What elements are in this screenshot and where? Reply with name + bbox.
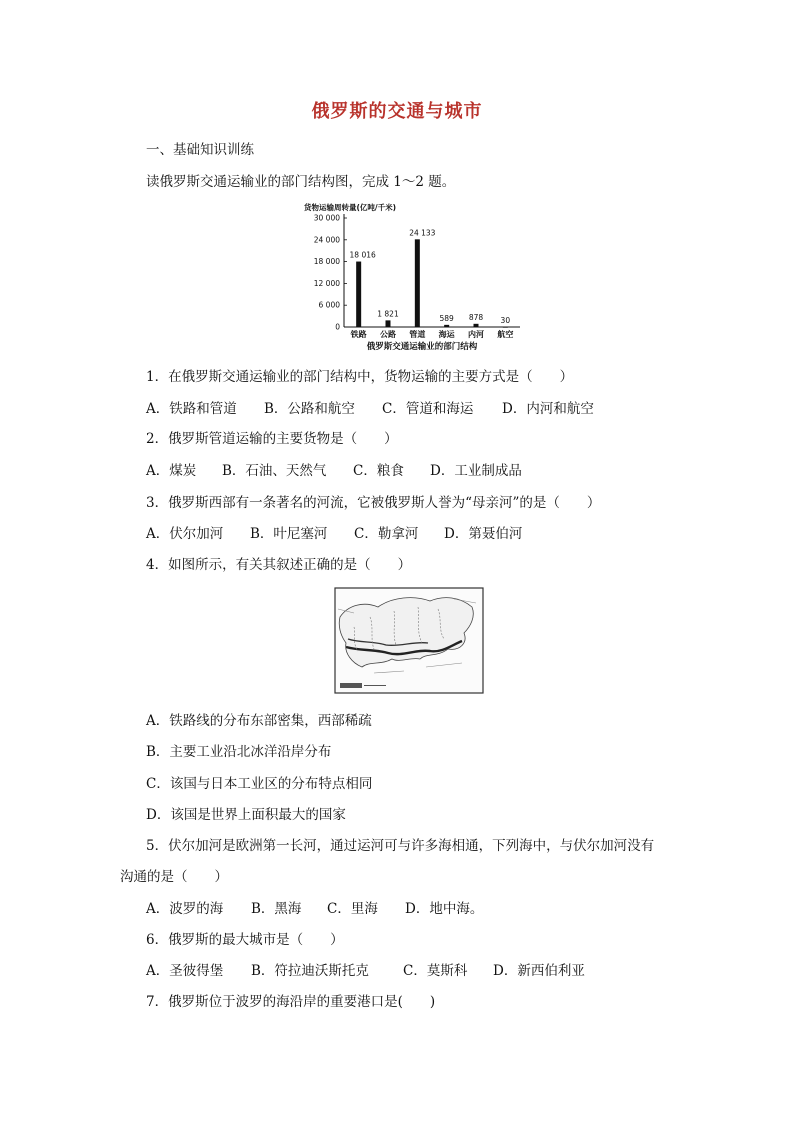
question-6-option-c: C．莫斯科	[403, 963, 468, 979]
russia-map	[334, 587, 484, 694]
transport-bar-chart	[300, 200, 525, 358]
question-5-option-d: D．地中海。	[405, 901, 484, 917]
bar-3	[415, 239, 420, 327]
x-tick-label: 海运	[438, 330, 455, 339]
question-1-option-d: D．内河和航空	[502, 401, 594, 417]
bar-4	[444, 325, 449, 327]
question-3-option-a: A．伏尔加河	[146, 526, 224, 542]
question-2-option-c: C．粮食	[353, 463, 404, 479]
question-3-option-c: C．勒拿河	[354, 526, 419, 542]
y-tick-label: 0	[335, 322, 340, 332]
bar-value-label: 589	[439, 313, 454, 323]
question-5-options	[146, 900, 483, 918]
question-4-option-b: B．主要工业沿北冰洋沿岸分布	[146, 744, 332, 760]
bar-1	[356, 262, 361, 327]
bar-5	[474, 324, 479, 327]
question-5-option-b: B．黑海	[251, 901, 302, 917]
x-tick-label: 公路	[380, 330, 396, 339]
question-2-options	[146, 462, 522, 480]
x-tick-label: 内河	[468, 330, 484, 339]
question-6-option-a: A．圣彼得堡	[146, 963, 224, 979]
question-2-option-b: B．石油、天然气	[222, 463, 327, 479]
question-1-options	[146, 400, 594, 418]
question-5-option-a: A．波罗的海	[146, 901, 224, 917]
bar-2	[386, 320, 391, 327]
question-1-option-b: B．公路和航空	[264, 401, 355, 417]
question-3-options	[146, 525, 522, 543]
question-6-option-d: D．新西伯利亚	[493, 963, 585, 979]
question-6-stem: 6．俄罗斯的最大城市是（ ）	[146, 932, 344, 948]
question-7-stem: 7．俄罗斯位于波罗的海沿岸的重要港口是( )	[146, 994, 436, 1010]
question-4-option-d: D．该国是世界上面积最大的国家	[146, 807, 346, 823]
question-5-option-c: C．里海	[327, 901, 378, 917]
question-5-stem: 5．伏尔加河是欧洲第一长河，通过运河可与许多海相通，下列海中，与伏尔加河没有	[146, 838, 655, 854]
y-tick-label: 12 000	[313, 278, 340, 288]
bar-6	[503, 327, 508, 328]
bar-value-label: 18 016	[349, 250, 376, 260]
question-2-option-d: D．工业制成品	[430, 463, 522, 479]
page-title: 俄罗斯的交通与城市	[311, 101, 483, 122]
question-6-options	[146, 962, 585, 980]
x-tick-label: 铁路	[350, 330, 367, 339]
y-tick-label: 18 000	[313, 257, 340, 267]
y-tick-label: 30 000	[313, 213, 340, 223]
question-3-option-d: D．第聂伯河	[444, 526, 523, 542]
x-tick-label: 管道	[409, 330, 426, 339]
question-4-option-c: C．该国与日本工业区的分布特点相同	[146, 776, 373, 792]
section-heading: 一、基础知识训练	[146, 142, 254, 158]
question-3-stem: 3．俄罗斯西部有一条著名的河流，它被俄罗斯人誉为“母亲河”的是（ ）	[146, 495, 601, 511]
question-4-option-a: A．铁路线的分布东部密集，西部稀疏	[146, 713, 372, 729]
bar-value-label: 30	[500, 315, 511, 325]
question-4-stem: 4．如图所示，有关其叙述正确的是（ ）	[146, 557, 412, 573]
chart-title: 俄罗斯交通运输业的部门结构	[366, 342, 478, 352]
x-tick-label: 航空	[497, 330, 514, 339]
intro-text: 读俄罗斯交通运输业的部门结构图，完成 1～2 题。	[146, 174, 456, 190]
y-tick-label: 6 000	[318, 300, 340, 310]
y-axis-label: 货物运输周转量(亿吨/千米)	[304, 203, 397, 212]
y-tick-label: 24 000	[313, 235, 340, 245]
question-3-option-b: B．叶尼塞河	[250, 526, 328, 542]
question-2-option-a: A．煤炭	[146, 463, 197, 479]
bar-value-label: 878	[468, 312, 484, 322]
question-5-stem-continued: 沟通的是（ ）	[120, 869, 228, 885]
question-2-stem: 2．俄罗斯管道运输的主要货物是（ ）	[146, 431, 398, 447]
bar-value-label: 1 821	[377, 309, 399, 319]
question-1-stem: 1．在俄罗斯交通运输业的部门结构中，货物运输的主要方式是（ ）	[146, 369, 574, 385]
question-6-option-b: B．符拉迪沃斯托克	[251, 963, 369, 979]
bar-value-label: 24 133	[409, 228, 436, 238]
question-1-option-c: C．管道和海运	[382, 401, 474, 417]
question-1-option-a: A．铁路和管道	[146, 401, 237, 417]
